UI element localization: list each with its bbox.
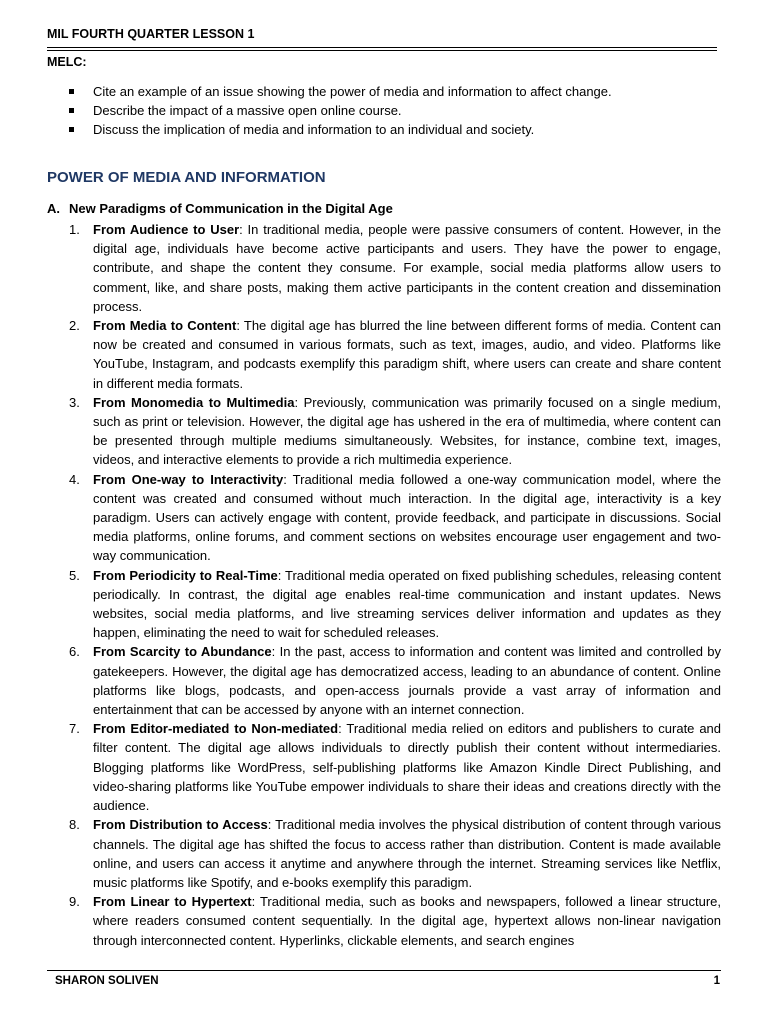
item-number: 4. — [69, 471, 80, 487]
paradigm-term: From Monomedia to Multimedia — [93, 394, 295, 410]
paradigm-term: From Editor-mediated to Non-mediated — [93, 721, 339, 737]
melc-item-text: Cite an example of an issue showing the power of media and information to affect change. — [93, 84, 612, 99]
item-number: 2. — [69, 318, 80, 334]
paradigm-text: : In traditional media, people were passive consumers of content. However, in the digital age, individuals have become active participants and users. They have the power to engage, contribute, and shape the content they consume. For example, social media platforms allow users to comment, like, and share posts, making them active participants in the content creation and dissemination process. — [93, 222, 722, 314]
paradigm-text: : Traditional media involves the physical distribution of content through various channels. The digital age has shifted the focus to access rather than distribution. Content is made available online, and users can access it anytime and anywhere through the internet. Streaming services like Netflix, music platforms like Spotify, and e-books exemplify this paradigm. — [93, 817, 721, 890]
header-divider — [47, 47, 717, 51]
footer-divider — [47, 970, 721, 971]
item-number: 1. — [69, 222, 80, 237]
paradigm-term: From Distribution to Access — [93, 817, 268, 833]
paradigm-term: From One-way to Interactivity — [93, 471, 284, 487]
paradigm-item — [47, 815, 721, 892]
paradigm-item — [47, 892, 721, 950]
item-number: 8. — [69, 817, 80, 833]
item-number: 3. — [69, 394, 80, 410]
bullet-square-icon — [69, 108, 74, 113]
paradigm-text: : Traditional media followed a one-way communication model, where the content was created and consumed without much interaction. In the digital age, interactivity is a key paradigm. Users can actively engage with content, provide feedback, and participate in discussions. Social media platforms, online forums, and comment sections on websites encourage user engagement and two-way communication. — [93, 471, 721, 564]
paradigm-text: : In the past, access to information and content was limited and controlled by gatekeepers. However, the digital age has democratized access, leading to an abundance of content. Online platforms like blogs, podcasts, and open-access journals provide a vast array of information and entertainment that can be accessed by anyone with an internet connection. — [93, 644, 721, 718]
melc-item — [47, 82, 717, 101]
paradigm-item — [47, 719, 721, 815]
paradigm-text: : The digital age has blurred the line between different forms of media. Content can now be created and consumed in various formats, such as text, images, audio, and video. Platforms like YouTube, Instagram, and podcasts exemplify this paradigm shift, where users can create and share content in different media formats. — [93, 318, 721, 391]
paradigm-item — [47, 566, 721, 643]
item-number: 9. — [69, 894, 80, 910]
item-number: 7. — [69, 721, 80, 737]
subsection-title: New Paradigms of Communication in the Digital Age — [69, 201, 393, 216]
melc-item — [47, 120, 717, 139]
paradigm-term: From Media to Content — [93, 318, 237, 334]
paradigm-term: From Scarcity to Abundance — [93, 644, 272, 660]
paradigm-item — [47, 316, 721, 393]
melc-item — [47, 101, 717, 120]
melc-item-text: Describe the impact of a massive open online course. — [93, 103, 402, 119]
melc-list — [47, 82, 717, 140]
paradigm-term: From Periodicity to Real-Time — [93, 567, 278, 583]
paradigm-term: From Audience to User — [93, 222, 240, 237]
paradigm-text: : Previously, communication was primarily focused on a single medium, such as print or television. However, the digital age has ushered in the era of multimedia, where content can be presented through multiple mediums simultaneously. Websites, for instance, combine text, images, videos, and interactive elements to provide a rich multimedia experience. — [93, 394, 721, 468]
paradigm-item — [47, 470, 721, 566]
paradigm-term: From Linear to Hypertext — [93, 894, 252, 910]
section-title: POWER OF MEDIA AND INFORMATION — [47, 169, 326, 186]
subsection-letter: A. — [47, 201, 60, 216]
paradigm-text: : Traditional media relied on editors and publishers to curate and filter content. The digital age allows individuals to directly publish their content without intermediaries. Blogging platforms like WordPress, self-publishing platforms like Amazon Kindle Direct Publishing, and video-sharing platforms like YouTube empower individuals to share their ideas and creations directly with the audience. — [93, 721, 722, 814]
paradigm-text: : Traditional media operated on fixed publishing schedules, releasing content periodically. In contrast, the digital age enables real-time communication and instant updates. News websites, social media platforms, and live streaming services deliver information and updates as they happen, eliminating the need to wait for scheduled releases. — [93, 567, 721, 641]
footer-author: SHARON SOLIVEN — [55, 975, 159, 987]
bullet-square-icon — [69, 127, 74, 132]
bullet-square-icon — [69, 89, 74, 94]
melc-label: MELC: — [47, 55, 87, 69]
paradigm-text: : Traditional media, such as books and newspapers, followed a linear structure, where readers consumed content sequentially. In the digital age, hypertext allows non-linear navigation through interconnected content. Hyperlinks, clickable elements, and search engines — [93, 894, 721, 948]
item-number: 6. — [69, 644, 80, 660]
page-number: 1 — [713, 975, 720, 987]
item-number: 5. — [69, 567, 80, 583]
paradigm-item — [47, 220, 721, 316]
paradigm-item — [47, 642, 721, 719]
subsection-heading — [47, 201, 393, 216]
document-header-title: MIL FOURTH QUARTER LESSON 1 — [47, 27, 255, 41]
melc-item-text: Discuss the implication of media and information to an individual and society. — [93, 122, 535, 138]
paradigm-list — [47, 220, 721, 950]
paradigm-item — [47, 393, 721, 470]
